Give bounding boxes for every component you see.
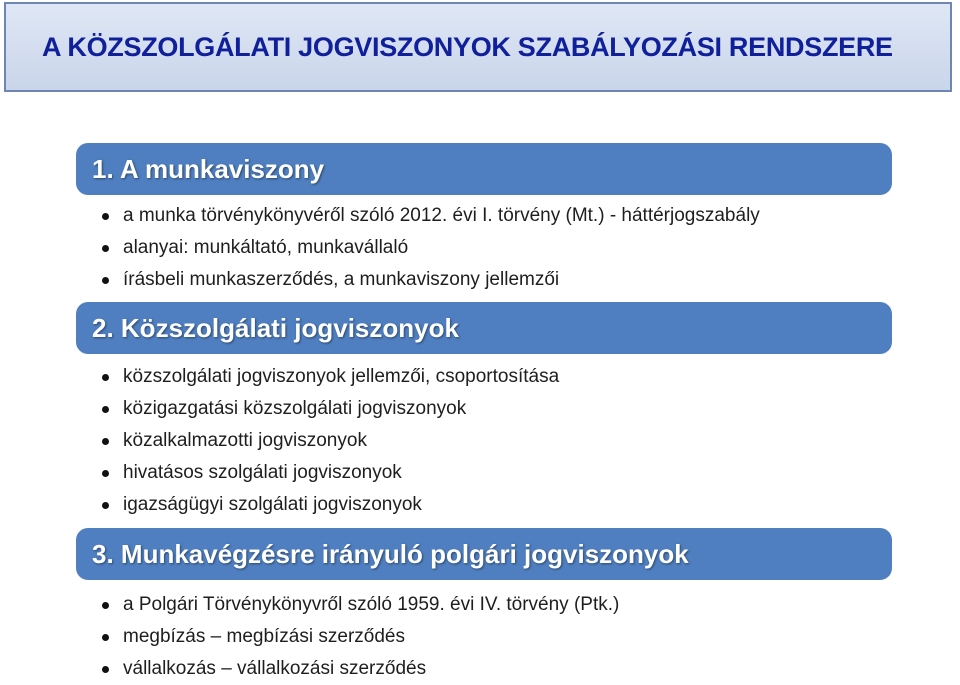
- list-item: közalkalmazotti jogviszonyok: [102, 425, 559, 457]
- list-item: igazságügyi szolgálati jogviszonyok: [102, 489, 559, 521]
- list-item: a Polgári Törvénykönyvről szóló 1959. évi IV. törvény (Ptk.): [102, 589, 619, 621]
- section-list-munkaviszony: [102, 200, 760, 296]
- list-item: közszolgálati jogviszonyok jellemzői, csoportosítása: [102, 361, 559, 393]
- slide-title: A KÖZSZOLGÁLATI JOGVISZONYOK SZABÁLYOZÁSI RENDSZERE: [42, 31, 893, 62]
- slide-title-box: [4, 2, 952, 92]
- list-item: alanyai: munkáltató, munkavállaló: [102, 232, 760, 264]
- section-header-kozszolgalati: [76, 302, 892, 354]
- list-item: a munka törvénykönyvéről szóló 2012. évi I. törvény (Mt.) - háttérjogszabály: [102, 200, 760, 232]
- section-title: 1. A munkaviszony: [92, 153, 325, 184]
- list-item: hivatásos szolgálati jogviszonyok: [102, 457, 559, 489]
- list-item: írásbeli munkaszerződés, a munkaviszony jellemzői: [102, 264, 760, 296]
- section-list-kozszolgalati: [102, 361, 559, 521]
- section-header-munkaviszony: [76, 143, 892, 195]
- section-title: 2. Közszolgálati jogviszonyok: [92, 312, 459, 343]
- section-header-polgari: [76, 528, 892, 580]
- list-item: megbízás – megbízási szerződés: [102, 621, 619, 653]
- list-item: közigazgatási közszolgálati jogviszonyok: [102, 393, 559, 425]
- section-title: 3. Munkavégzésre irányuló polgári jogviszonyok: [92, 538, 689, 569]
- section-list-polgari: [102, 589, 619, 685]
- list-item: vállalkozás – vállalkozási szerződés: [102, 653, 619, 685]
